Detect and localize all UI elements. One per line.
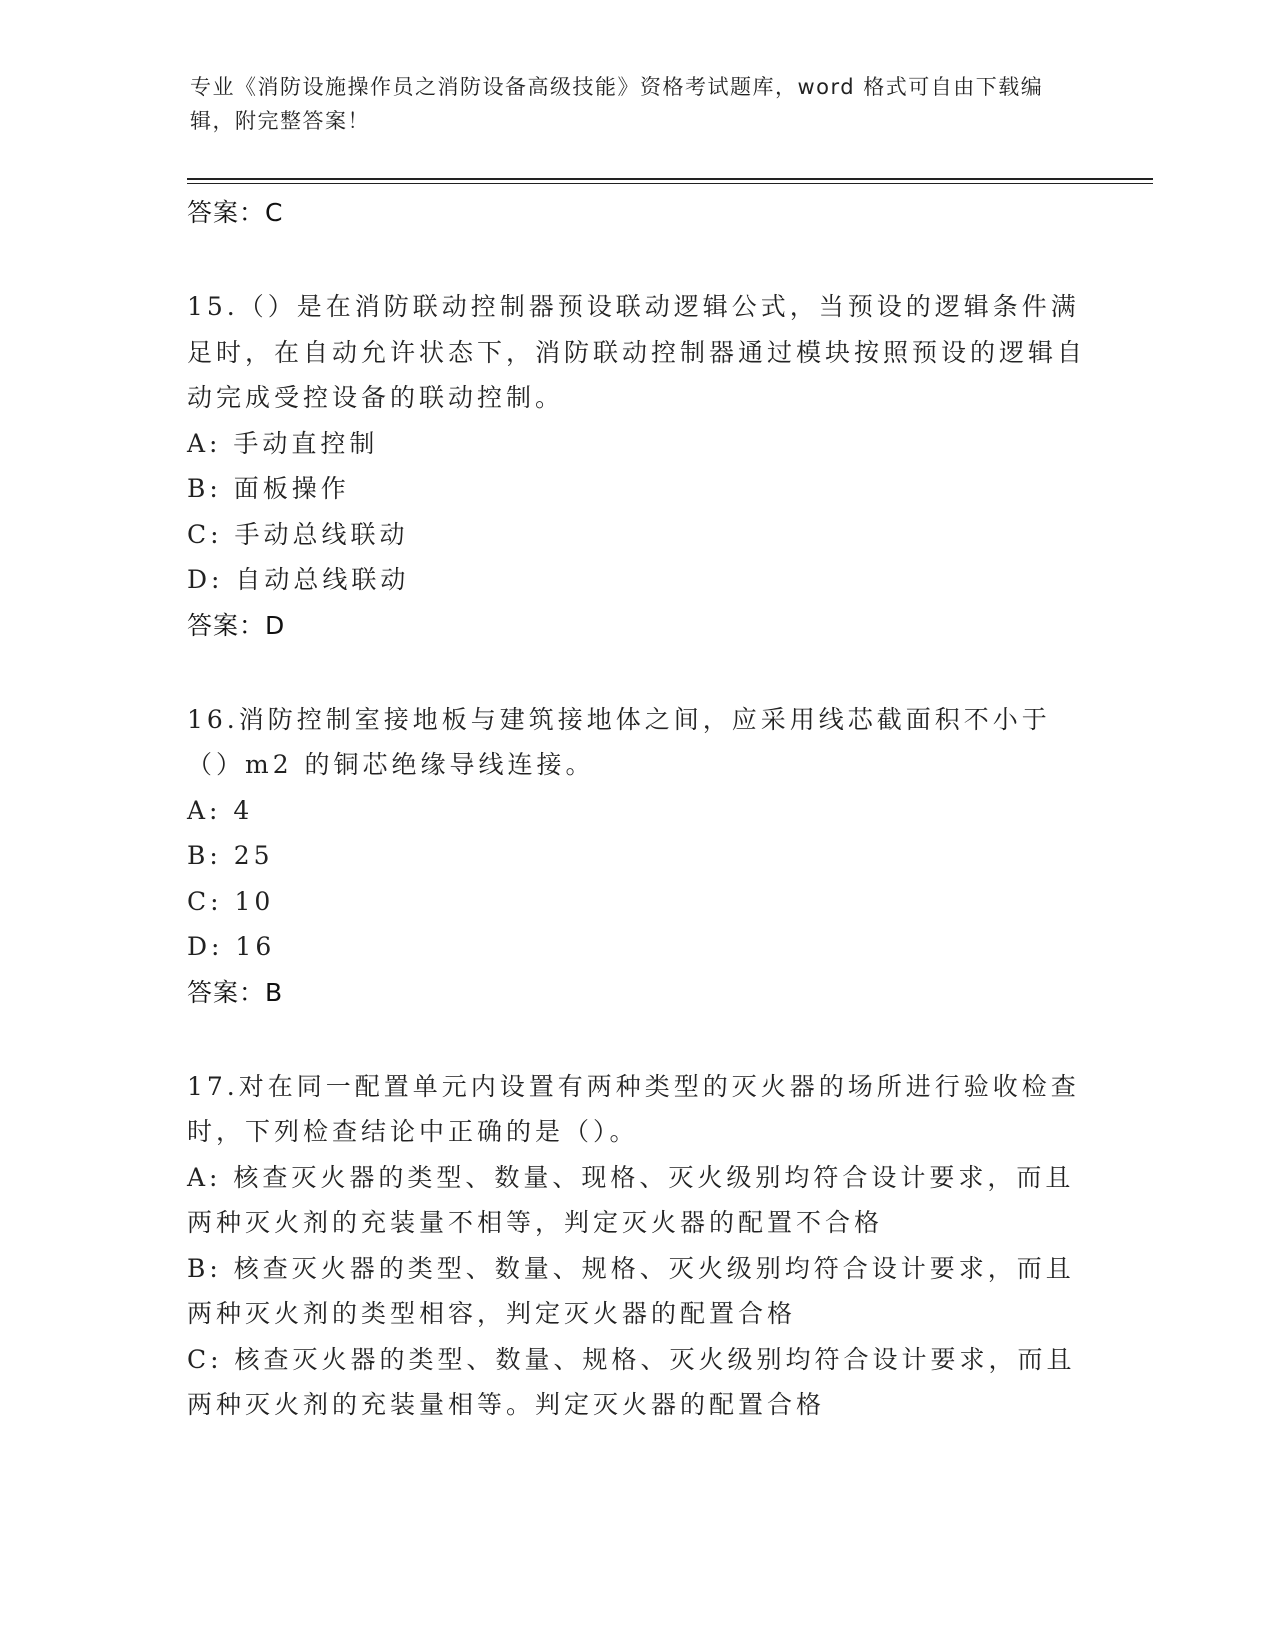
option-d: D: 16: [187, 932, 276, 961]
spacer: [187, 236, 1087, 284]
option-a: A: 手动直控制: [187, 428, 379, 458]
header-rule-thick: [187, 178, 1153, 180]
spacer: [187, 649, 1087, 697]
header-rule-thin: [187, 183, 1153, 184]
question-stem: 16.消防控制室接地板与建筑接地体之间，应采用线芯截面积不小于（）m2 的铜芯绝缘导线连接。: [187, 704, 1051, 779]
option-b: B: 核查灭火器的类型、数量、规格、灭火级别均符合设计要求，而且两种灭火剂的类型相容，判定灭火器的配置合格: [187, 1253, 1075, 1328]
option-b: B: 面板操作: [187, 474, 350, 503]
answer-line: 答案：D: [187, 610, 286, 640]
option-c: C: 10: [187, 886, 275, 916]
option-c: C: 手动总线联动: [187, 519, 409, 549]
page-header: 专业《消防设施操作员之消防设备高级技能》资格考试题库，word 格式可自由下载编辑，附完整答案！: [190, 75, 1044, 133]
question-15: [187, 284, 1087, 649]
option-d: D: 自动总线联动: [187, 565, 410, 594]
option-a: A: 4: [187, 795, 254, 825]
question-stem: 15.（）是在消防联动控制器预设联动逻辑公式，当预设的逻辑条件满足时，在自动允许状态下，消防联动控制器通过模块按照预设的逻辑自动完成受控设备的联动控制。: [187, 292, 1087, 412]
document-body: [187, 190, 1087, 1428]
option-c: C: 核查灭火器的类型、数量、规格、灭火级别均符合设计要求，而且两种灭火剂的充装量相等。判定灭火器的配置合格: [187, 1344, 1076, 1419]
question-stem: 17.对在同一配置单元内设置有两种类型的灭火器的场所进行验收检查时，下列检查结论中正确的是（）。: [187, 1071, 1080, 1146]
answer-line: 答案：B: [187, 977, 284, 1007]
spacer: [187, 1016, 1087, 1064]
option-b: B: 25: [187, 841, 274, 870]
question-16: [187, 697, 1087, 1016]
answer-line-q14: 答案：C: [187, 198, 284, 227]
option-a: A: 核查灭火器的类型、数量、现格、灭火级别均符合设计要求，而且两种灭火剂的充装量不相等，判定灭火器的配置不合格: [187, 1162, 1075, 1237]
question-17: [187, 1064, 1087, 1428]
